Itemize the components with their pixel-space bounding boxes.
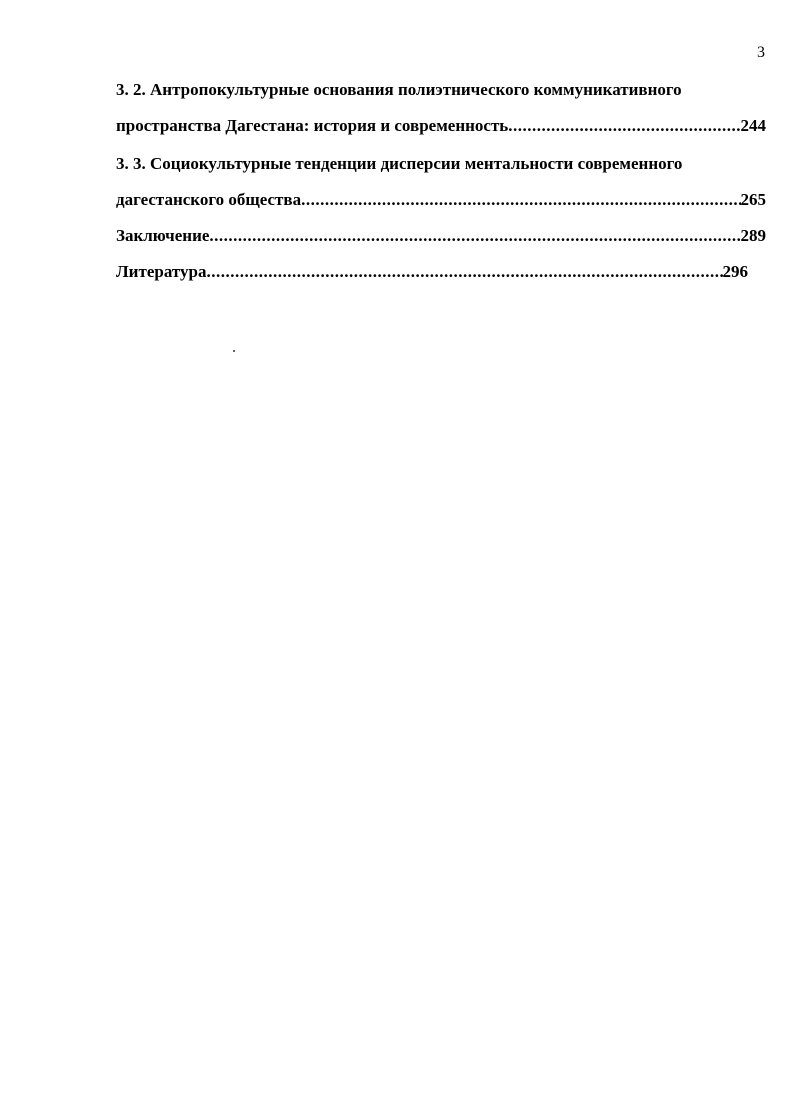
toc-entry-title: Заключение [116, 226, 210, 245]
toc-page-ref: 296 [722, 262, 748, 281]
toc-page-ref: 289 [740, 226, 766, 245]
table-of-contents [116, 72, 766, 290]
toc-page-ref: 244 [740, 116, 766, 135]
toc-entry-title: Литература [116, 262, 207, 281]
toc-entry-literature [116, 254, 766, 290]
toc-entry-leader-line [116, 108, 766, 144]
dot-leader [209, 218, 740, 254]
toc-entry-3-3 [116, 146, 766, 218]
toc-entry-leader-line [116, 182, 766, 218]
toc-entry-title-cont: дагестанского общества [116, 190, 302, 209]
toc-entry-leader-line [116, 218, 766, 254]
toc-entry-3-2 [116, 72, 766, 144]
dot-leader [301, 182, 740, 218]
toc-entry-title-line: 3. 2. Антропокультурные основания полиэтнического коммуникативного [116, 80, 682, 99]
toc-entry-leader-line [116, 254, 748, 290]
toc-entry-title-cont: пространства Дагестана: история и современность [116, 116, 509, 135]
toc-page-ref: 265 [740, 190, 766, 209]
dot-leader [206, 254, 722, 290]
page-number: 3 [757, 44, 765, 61]
toc-entry-conclusion [116, 218, 766, 254]
scan-speck [233, 350, 235, 352]
dot-leader [508, 108, 740, 144]
toc-entry-title-line: 3. 3. Социокультурные тенденции дисперсии ментальности современного [116, 154, 683, 173]
